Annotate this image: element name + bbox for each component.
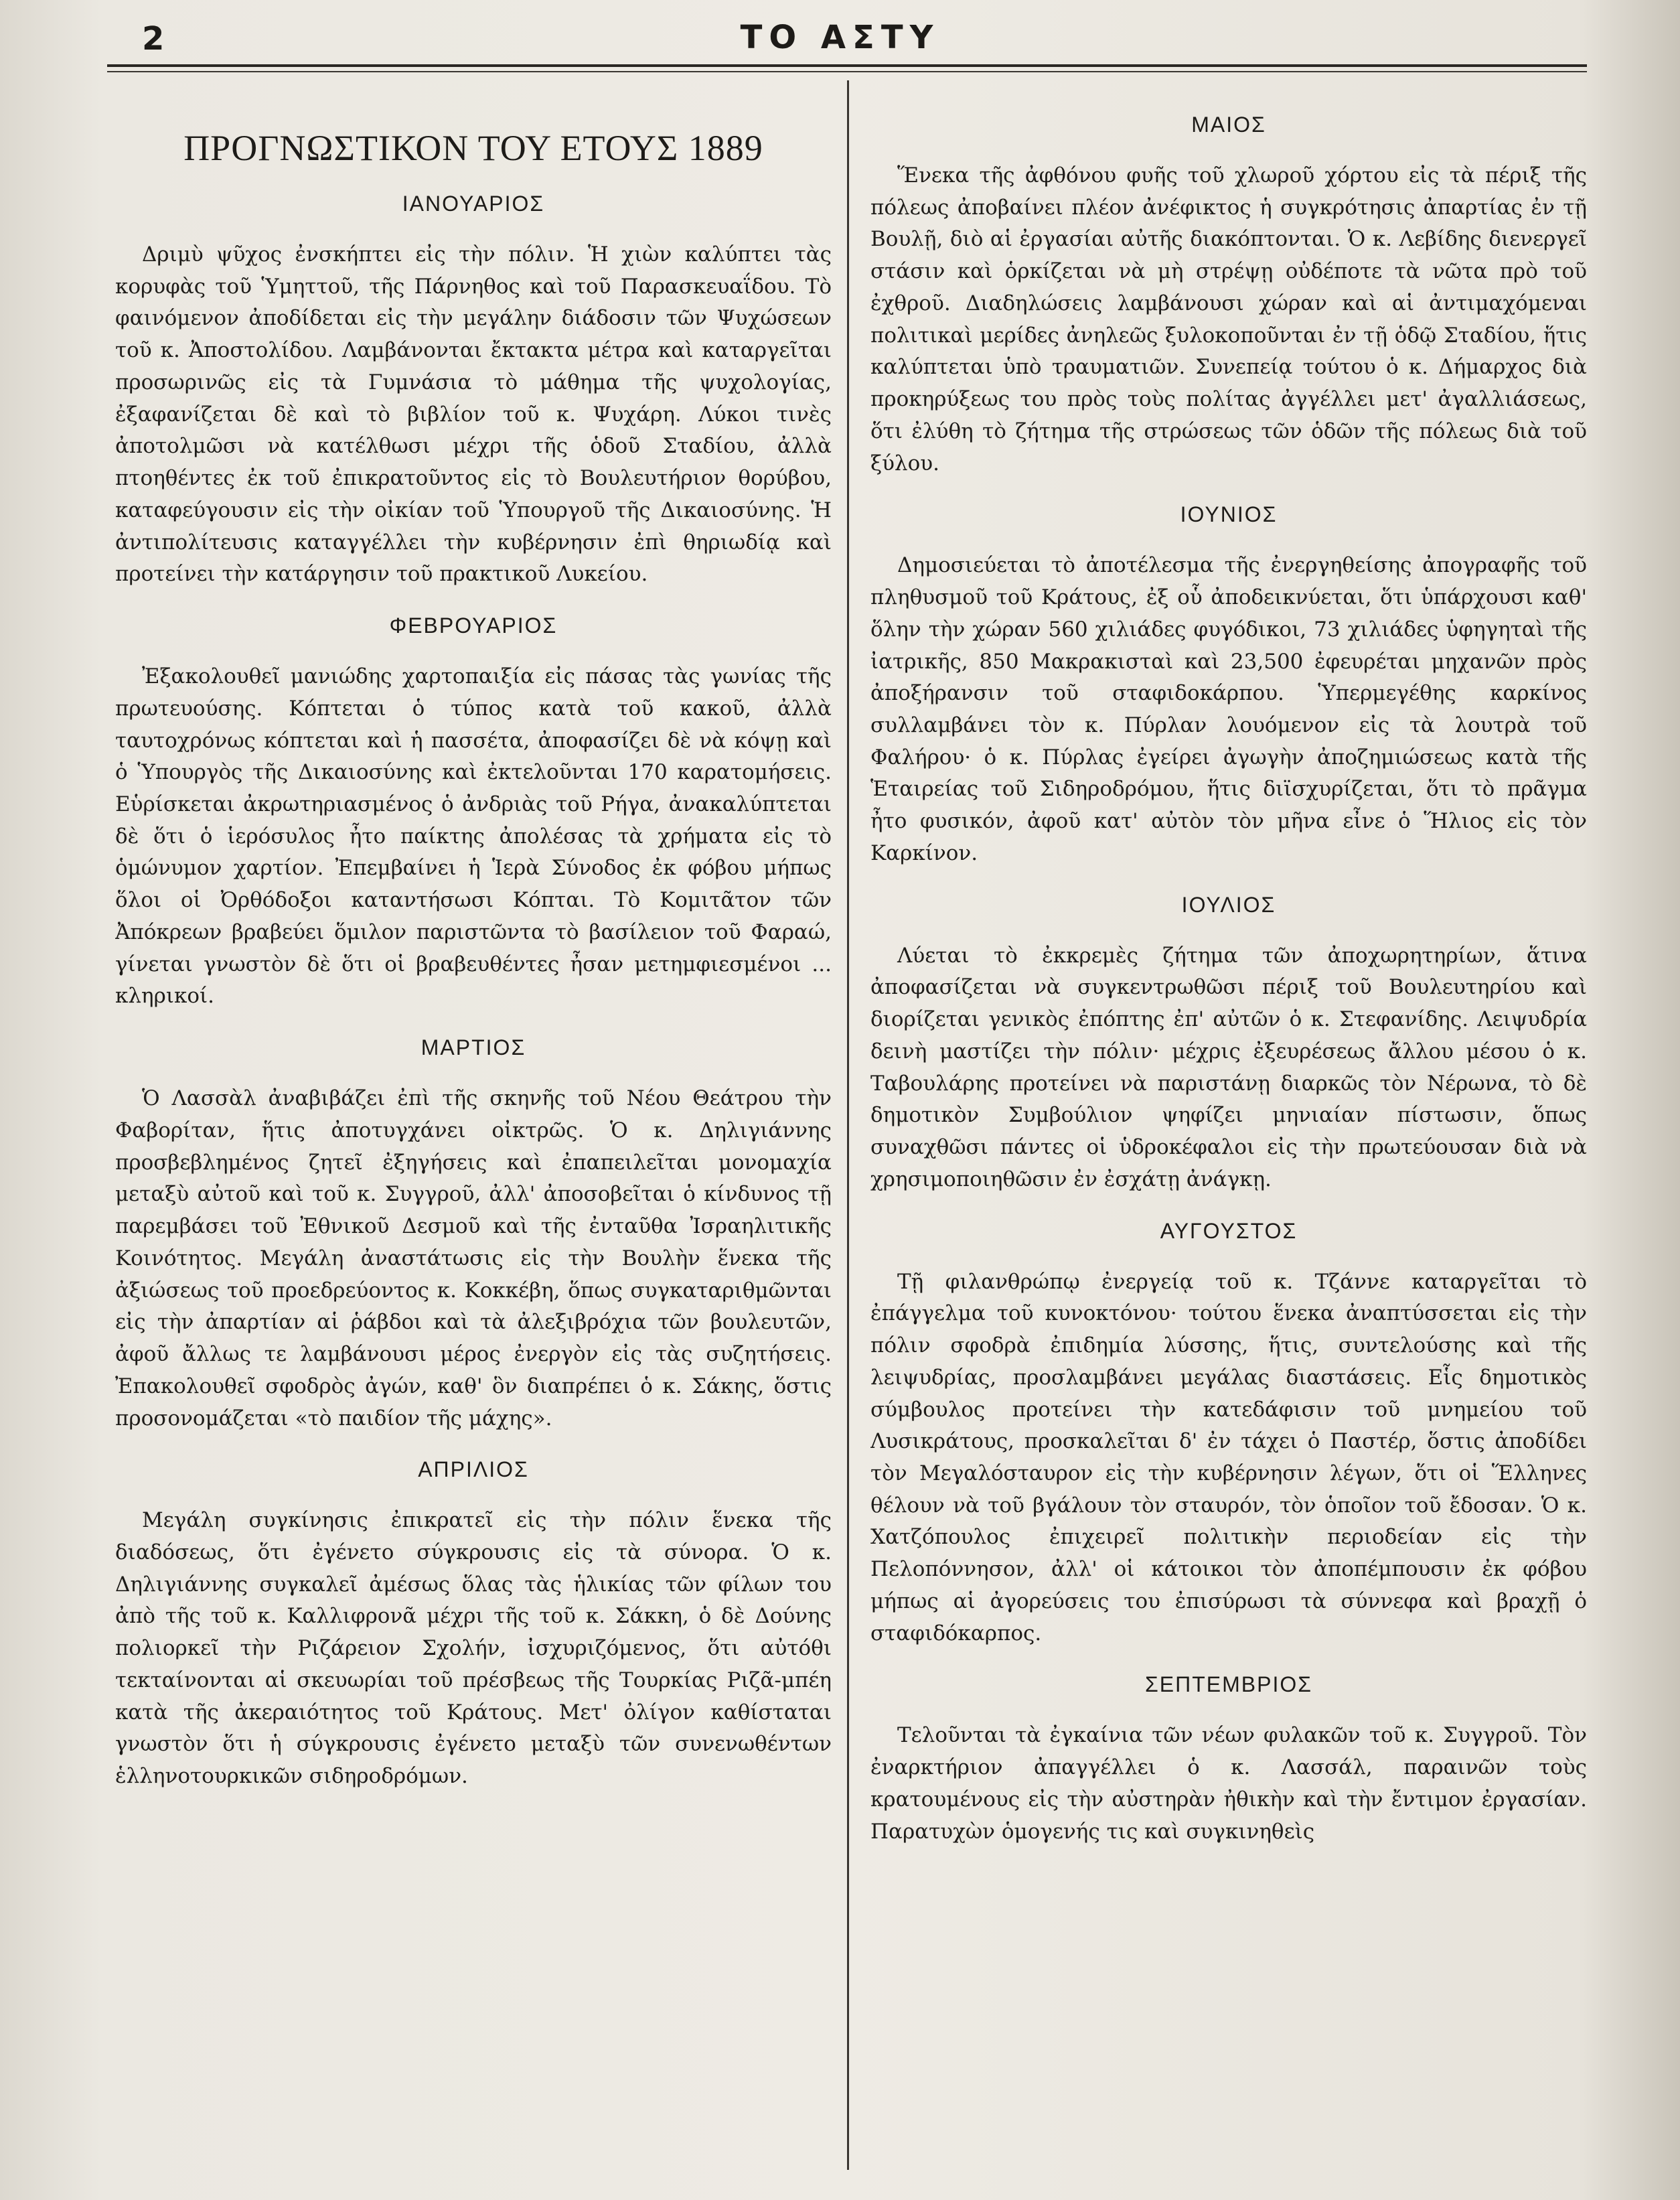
month-heading: ΜΑΙΟΣ <box>1191 113 1266 137</box>
header-rule-thin <box>107 71 1587 72</box>
page-number: 2 <box>142 20 165 58</box>
article-title: ΠΡΟΓΝΩΣΤΙΚΟΝ ΤΟΥ ΕΤΟΥΣ 1889 <box>183 128 763 168</box>
month-paragraph: Τελοῦνται τὰ ἐγκαίνια τῶν νέων φυλακῶν τοῦ κ. Συγγροῦ. Τὸν ἐναρκτήριον ἀπαγγέλλει ὁ κ. Λασσάλ, παραινῶν τοὺς κρατουμένους εἰς τὴν αὐστηρὰν ἠθικὴν καὶ τὴν ἔντιμον ἐργασίαν. Παρατυχὼν ὁμογενής τις καὶ συγκινηθεὶς <box>870 1723 1587 1844</box>
month-heading: ΑΠΡΙΛΙΟΣ <box>418 1457 529 1482</box>
month-paragraph: Τῇ φιλανθρώπῳ ἐνεργείᾳ τοῦ κ. Τζάννε καταργεῖται τὸ ἐπάγγελμα τοῦ κυνοκτόνου· τούτου ἕνεκα ἀναπτύσσεται εἰς τὴν πόλιν σφοδρὰ ἐπιδημία λύσσης, ἥτις, συντελούσης καὶ τῆς λειψυδρίας, προσλαμβάνει μεγάλας διαστάσεις. Εἷς δημοτικὸς σύμβουλος προτείνει τὴν κατεδάφισιν τοῦ μνημείου τοῦ Λυσικράτους, προσκαλεῖται δ' ἐν τάχει ὁ Παστέρ, ὅστις ἀποδίδει τὸν Μεγαλόσταυρον εἰς τὴν κυβέρνησιν λέγων, ὅτι οἱ Ἕλληνες θέλουν νὰ τοῦ βγάλουν τὸν σταυρόν, τὸν ὁποῖον τοῦ ἔδοσαν. Ὁ κ. Χατζόπουλος ἐπιχειρεῖ πολιτικὴν περιοδείαν εἰς τὴν Πελοπόννησον, ἀλλ' οἱ κάτοικοι τὸν ἀποπέμπουσιν ἐκ φόβου μήπως αἱ ἀγορεύσεις του ἐπισύρωσι τὰ σύννεφα καὶ βραχῇ ὁ σταφιδόκαρπος. <box>870 1269 1587 1645</box>
left-column <box>115 100 832 2183</box>
newspaper-name: ΤΟ ΑΣΤΥ <box>740 19 940 56</box>
header-rule <box>107 64 1587 67</box>
month-paragraph: Ὁ Λασσὰλ ἀναβιβάζει ἐπὶ τῆς σκηνῆς τοῦ Νέου Θεάτρου τὴν Φαβορίταν, ἥτις ἀποτυγχάνει οἰκτρῶς. Ὁ κ. Δηλιγιάννης προσβεβλημένος ζητεῖ ἐξηγήσεις καὶ ἐπαπειλεῖται μονομαχία μεταξὺ αὐτοῦ καὶ τοῦ κ. Συγγροῦ, ἀλλ' ἀποσοβεῖται ὁ κίνδυνος τῇ παρεμβάσει τοῦ Ἐθνικοῦ Δεσμοῦ καὶ τῆς ἐνταῦθα Ἰσραηλιτικῆς Κοινότητος. Μεγάλη ἀναστάτωσις εἰς τὴν Βουλὴν ἕνεκα τῆς ἀξιώσεως τοῦ προεδρεύοντος κ. Κοκκέβη, ὅπως συγκαταριθμῶνται εἰς τὴν ἀπαρτίαν αἱ ῥάβδοι καὶ τὰ ἀλεξιβρόχια τῶν βουλευτῶν, ἀφοῦ ἄλλως τε λαμβάνουσι μέρος ἐνεργὸν εἰς τὰς συζητήσεις. Ἐπακολουθεῖ σφοδρὸς ἀγών, καθ' ὃν διαπρέπει ὁ κ. Σάκης, ὅστις προσονομάζεται «τὸ παιδίον τῆς μάχης». <box>115 1086 832 1431</box>
month-heading: ΜΑΡΤΙΟΣ <box>421 1035 526 1060</box>
month-heading: ΙΟΥΛΙΟΣ <box>1181 892 1276 917</box>
month-heading: ΙΑΝΟΥΑΡΙΟΣ <box>402 192 545 216</box>
month-paragraph: Μεγάλη συγκίνησις ἐπικρατεῖ εἰς τὴν πόλιν ἕνεκα τῆς διαδόσεως, ὅτι ἐγένετο σύγκρουσις εἰς τὰ σύνορα. Ὁ κ. Δηλιγιάννης συγκαλεῖ ἀμέσως ὅλας τὰς ἡλικίας τῶν φίλων του ἀπὸ τῆς τοῦ κ. Καλλιφρονᾶ μέχρι τῆς τοῦ κ. Σάκκη, ὁ δὲ Δούνης πολιορκεῖ τὴν Ριζάρειον Σχολήν, ἰσχυριζόμενος, ὅτι αὐτόθι τεκταίνονται αἱ σκευωρίαι τοῦ πρέσβεως τῆς Τουρκίας Ριζᾶ-μπέη κατὰ τῆς ἀκεραιότητος τοῦ Κράτους. Μετ' ὀλίγον καθίσταται γνωστὸν ὅτι ἡ σύγκρουσις ἐγένετο μεταξὺ τῶν συνενωθέντων ἑλληνοτουρκικῶν σιδηροδρόμων. <box>115 1508 832 1789</box>
month-heading: ΦΕΒΡΟΥΑΡΙΟΣ <box>389 613 558 638</box>
month-paragraph: Λύεται τὸ ἐκκρεμὲς ζήτημα τῶν ἀποχωρητηρίων, ἅτινα ἀποφασίζεται νὰ συγκεντρωθῶσι πέριξ τοῦ Βουλευτηρίου καὶ διορίζεται γενικὸς ἐπόπτης ἐπ' αὐτῶν ὁ κ. Στεφανίδης. Λειψυδρία δεινὴ μαστίζει τὴν πόλιν· μέχρις ἐξευρέσεως ἄλλου μέσου ὁ κ. Ταβουλάρης προτείνει νὰ παριστάνῃ διαρκῶς τὸν Νέρωνα, τὸ δὲ δημοτικὸν Συμβούλιον ψηφίζει μηνιαίαν πίστωσιν, ὅπως συναχθῶσι πάντες οἱ ὑδροκέφαλοι εἰς τὴν πρωτεύουσαν διὰ νὰ χρησιμοποιηθῶσιν ἐν ἐσχάτῃ ἀνάγκῃ. <box>870 943 1587 1191</box>
column-divider <box>847 80 849 2170</box>
month-heading: ΑΥΓΟΥΣΤΟΣ <box>1160 1218 1298 1243</box>
month-paragraph: Ἐξακολουθεῖ μανιώδης χαρτοπαιξία εἰς πάσας τὰς γωνίας τῆς πρωτευούσης. Κόπτεται ὁ τύπος κατὰ τοῦ κακοῦ, ἀλλὰ ταυτοχρόνως κόπτεται καὶ ἡ πασσέτα, ἀποφασίζει δὲ νὰ κόψῃ καὶ ὁ Ὑπουργὸς τῆς Δικαιοσύνης καὶ ἐκτελοῦνται 170 καρατομήσεις. Εὑρίσκεται ἀκρωτηριασμένος ὁ ἀνδριὰς τοῦ Ρήγα, ἀνακαλύπτεται δὲ ὅτι ὁ ἱερόσυλος ἦτο παίκτης ἀπολέσας τὰ χρήματα εἰς τὸ ὁμώνυμον χαρτίον. Ἐπεμβαίνει ἡ Ἱερὰ Σύνοδος ἐκ φόβου μήπως ὅλοι οἱ Ὀρθόδοξοι καταντήσωσι Κόπται. Τὸ Κομιτᾶτον τῶν Ἀπόκρεων βραβεύει ὅμιλον παριστῶντα τὸ βασίλειον τοῦ Φαραώ, γίνεται γνωστὸν δὲ ὅτι οἱ βραβευθέντες ἦσαν μετημφιεσμένοι ... κληρικοί. <box>115 664 832 1009</box>
month-paragraph: Δριμὺ ψῦχος ἐνσκήπτει εἰς τὴν πόλιν. Ἡ χιὼν καλύπτει τὰς κορυφὰς τοῦ Ὑμηττοῦ, τῆς Πάρνηθος καὶ τοῦ Παρασκευαΐδου. Τὸ φαινόμενον ἀποδίδεται εἰς τὴν μεγάλην διάδοσιν τῶν Ψυχώσεων τοῦ κ. Ἀποστολίδου. Λαμβάνονται ἔκτακτα μέτρα καὶ καταργεῖται προσωρινῶς εἰς τὰ Γυμνάσια τὸ μάθημα τῆς ψυχολογίας, ἐξαφανίζεται δὲ καὶ τὸ βιβλίον τοῦ κ. Ψυχάρη. Λύκοι τινὲς ἀποτολμῶσι νὰ κατέλθωσι μέχρι τῆς ὁδοῦ Σταδίου, ἀλλὰ πτοηθέντες ἐκ τοῦ ἐπικρατοῦντος εἰς τὸ Βουλευτήριον θορύβου, καταφεύγουσιν εἰς τὴν οἰκίαν τοῦ Ὑπουργοῦ τῆς Δικαιοσύνης. Ἡ ἀντιπολίτευσις καταγγέλλει τὴν κυβέρνησιν ἐπὶ θηριωδίᾳ καὶ προτείνει τὴν κατάργησιν τοῦ πρακτικοῦ Λυκείου. <box>115 242 832 587</box>
month-heading: ΙΟΥΝΙΟΣ <box>1180 502 1278 527</box>
masthead <box>0 15 1680 58</box>
month-heading: ΣΕΠΤΕΜΒΡΙΟΣ <box>1144 1672 1313 1697</box>
month-paragraph: Δημοσιεύεται τὸ ἀποτέλεσμα τῆς ἐνεργηθείσης ἀπογραφῆς τοῦ πληθυσμοῦ τοῦ Κράτους, ἐξ οὗ ἀποδεικνύεται, ὅτι ὑπάρχουσι καθ' ὅλην τὴν χώραν 560 χιλιάδες φυγόδικοι, 73 χιλιάδες ὑφηγηταὶ τῆς ἰατρικῆς, 850 Μακρακισταὶ καὶ 23,500 ἐφευρέται μηχανῶν πρὸς ἀποξήρανσιν τοῦ σταφιδοκάρπου. Ὑπερμεγέθης καρκίνος συλλαμβάνει τὸν κ. Πύρλαν λουόμενον εἰς τὰ λουτρὰ τοῦ Φαλήρου· ὁ κ. Πύρλας ἐγείρει ἀγωγὴν ἀποζημιώσεως κατὰ τῆς Ἑταιρείας τοῦ Σιδηροδρόμου, ἥτις διϊσχυρίζεται, ὅτι τὸ πρᾶγμα ἦτο φυσικόν, ἀφοῦ κατ' αὐτὸν τὸν μῆνα εἶνε ὁ Ἥλιος εἰς τὸν Καρκίνον. <box>870 553 1587 865</box>
right-column <box>870 100 1587 2183</box>
month-paragraph: Ἕνεκα τῆς ἀφθόνου φυῆς τοῦ χλωροῦ χόρτου εἰς τὰ πέριξ τῆς πόλεως ἀποβαίνει πλέον ἀνέφικτος ἡ συγκρότησις ἀπαρτίας ἐν τῇ Βουλῇ, διὸ αἱ ἐργασίαι αὐτῆς διακόπτονται. Ὁ κ. Λεβίδης διενεργεῖ στάσιν καὶ ὁρκίζεται νὰ μὴ στρέψῃ οὐδέποτε τὰ νῶτα πρὸ τοῦ ἐχθροῦ. Διαδηλώσεις λαμβάνουσι χώραν καὶ αἱ ἀντιμαχόμεναι πολιτικαὶ μερίδες ἀνηλεῶς ξυλοκοποῦνται ἐν τῇ ὁδῷ Σταδίου, ἥτις καλύπτεται ὑπὸ τραυματιῶν. Συνεπείᾳ τούτου ὁ κ. Δήμαρχος διὰ προκηρύξεως του πρὸς τοὺς πολίτας ἀγγέλλει μετ' ἀγαλλιάσεως, ὅτι ἐλύθη τὸ ζήτημα τῆς στρώσεως τῶν ὁδῶν τῆς πόλεως διὰ τοῦ ξύλου. <box>870 163 1587 475</box>
